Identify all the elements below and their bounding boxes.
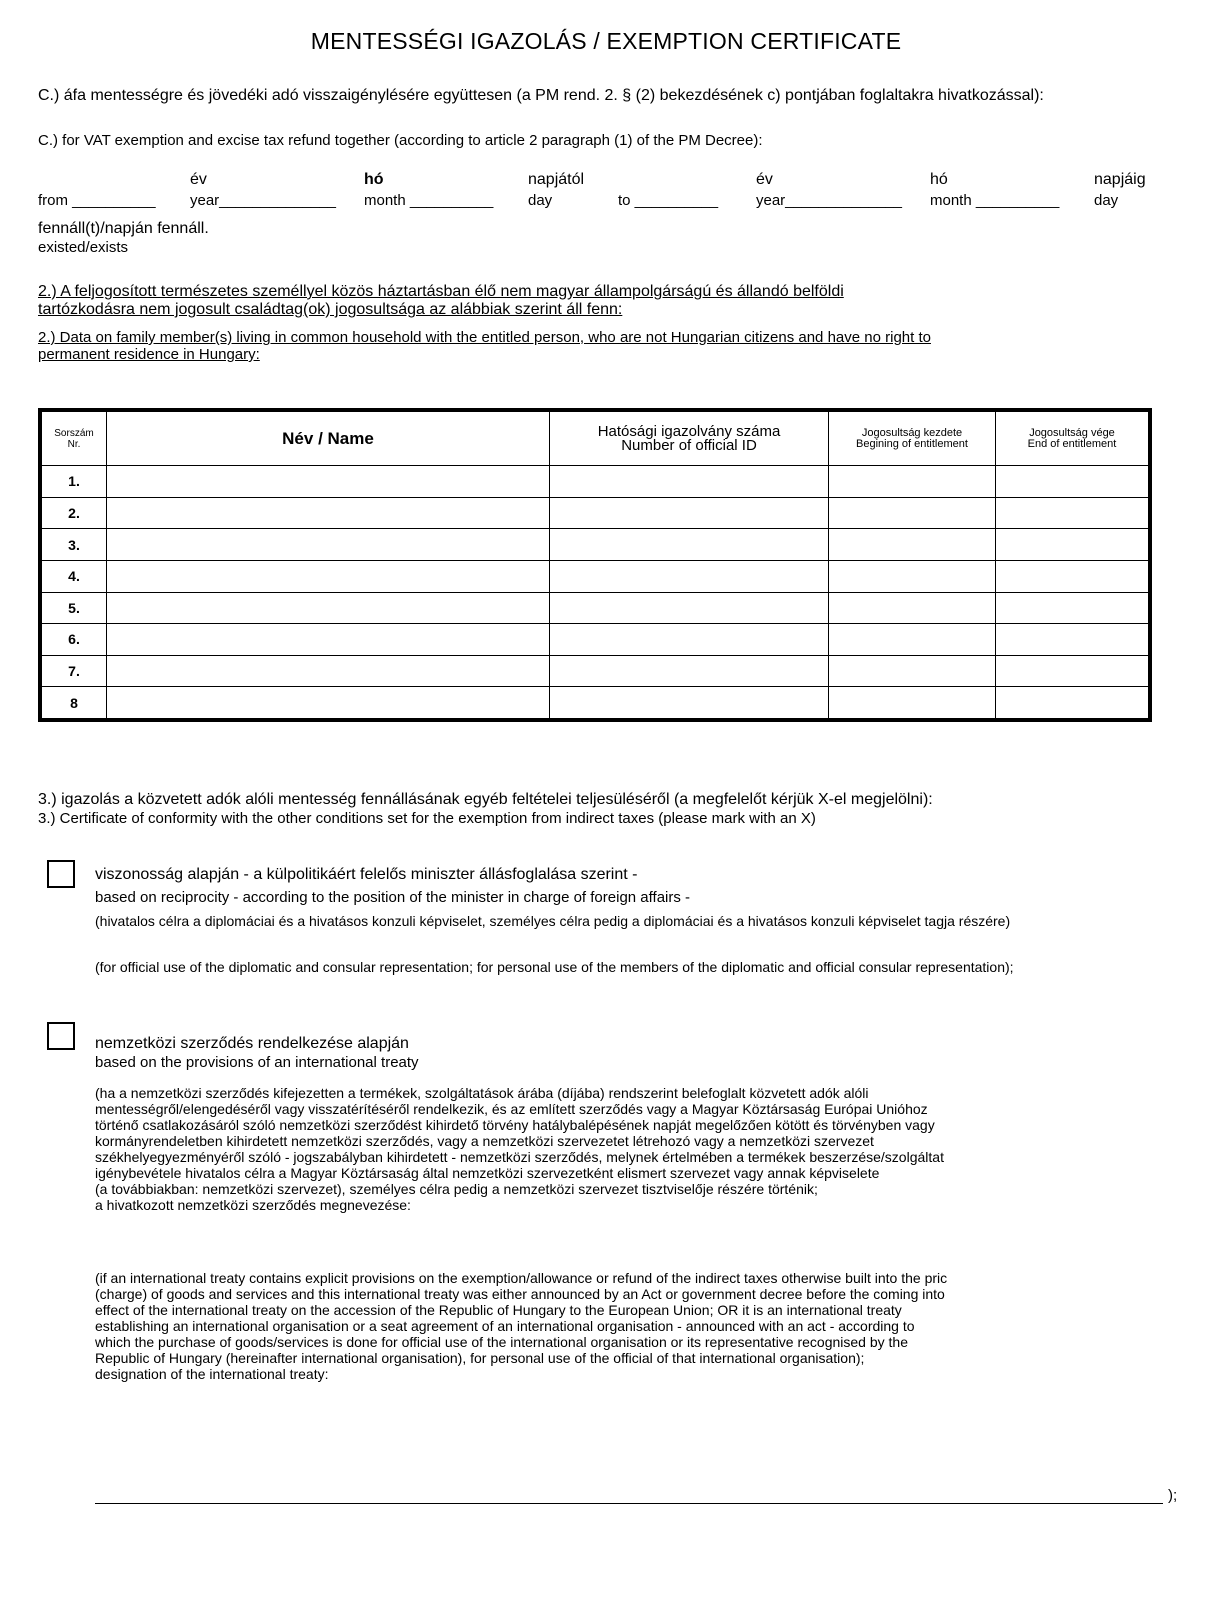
date-year-field-2: year______________: [756, 192, 902, 209]
date-label-napjatol: napjától: [528, 171, 585, 188]
official-id-cell[interactable]: [550, 529, 829, 561]
date-to-field: to __________: [618, 192, 719, 209]
closing-paren: );: [1168, 1487, 1178, 1504]
row-number: 5.: [42, 592, 107, 624]
exists-hu: fennáll(t)/napján fennáll.: [38, 220, 209, 237]
end-cell[interactable]: [996, 529, 1149, 561]
table-row: [42, 466, 1149, 498]
header-name: [107, 412, 550, 466]
option-2-para-hu-line: (ha a nemzetközi szerződés kifejezetten a termékek, szolgáltatások árába (díjába) rendszerint belefoglalt közvetett adók alóli: [95, 1085, 869, 1101]
header-begin-en: Begining of entitlement: [856, 437, 968, 450]
header-nr-en: Nr.: [67, 438, 81, 450]
begin-cell[interactable]: [829, 687, 996, 719]
row-number: 2.: [42, 497, 107, 529]
date-label-napjaig: napjáig: [1094, 171, 1146, 188]
header-end-hu: Jogosultság vége: [1029, 426, 1115, 439]
name-cell[interactable]: [107, 529, 550, 561]
header-id-hu: Hatósági igazolvány száma: [597, 422, 781, 440]
option-2-para-hu-line: a hivatkozott nemzetközi szerződés megnevezése:: [95, 1197, 411, 1213]
option-2-para-en-line: (charge) of goods and services and this international treaty was either announced by an Act or government decree before the coming into: [95, 1286, 945, 1302]
option-2-para-hu-line: kormányrendeletben kihirdetett nemzetközi szerződés, vagy a nemzetközi szervezetet létrehozó vagy a nemzetközi szervezet: [95, 1133, 874, 1149]
header-name-label: Név / Name: [282, 428, 374, 448]
begin-cell[interactable]: [829, 497, 996, 529]
exists-en: existed/exists: [38, 239, 129, 256]
option-2-para-en-line: effect of the international treaty on the accession of the Republic of Hungary to the European Union; OR it is an international treaty: [95, 1302, 902, 1318]
official-id-cell[interactable]: [550, 687, 829, 719]
end-cell[interactable]: [996, 624, 1149, 656]
section-c-hu: C.) áfa mentességre és jövedéki adó visszaigénylésére együttesen (a PM rend. 2. § (2) bekezdésének c) pontjában foglaltakra hivatkozással):: [38, 87, 1044, 104]
section-2-en-line1: 2.) Data on family member(s) living in common household with the entitled person, who are not Hungarian citizens and have no right to: [38, 329, 931, 346]
header-begin-hu: Jogosultság kezdete: [861, 426, 963, 439]
date-from-field: from __________: [38, 192, 156, 209]
page-title: MENTESSÉGI IGAZOLÁS / EXEMPTION CERTIFICATE: [310, 28, 902, 54]
treaty-designation-line[interactable]: [95, 1503, 1163, 1504]
name-cell[interactable]: [107, 655, 550, 687]
option-1-note-en: (for official use of the diplomatic and consular representation; for personal use of the members of the diplomatic and official consular representation);: [95, 959, 1014, 975]
table-row: [42, 624, 1149, 656]
date-month-field-2: month __________: [930, 192, 1060, 209]
begin-cell[interactable]: [829, 655, 996, 687]
option-2-para-en-line: designation of the international treaty:: [95, 1366, 329, 1382]
row-number: 7.: [42, 655, 107, 687]
section-3-hu: 3.) igazolás a közvetett adók alóli mentesség fennállásának egyéb feltételei teljesüléséről (a megfelelőt kérjük X-el megjelölni):: [38, 791, 933, 808]
option-2-para-hu-line: történő csatlakozásáról szóló nemzetközi szerződést kihirdető törvény hatálybalépésének napját megelőzően kötött és törvényben vagy: [95, 1117, 935, 1133]
table-row: [42, 592, 1149, 624]
begin-cell[interactable]: [829, 560, 996, 592]
official-id-cell[interactable]: [550, 497, 829, 529]
international-treaty-checkbox[interactable]: [47, 1022, 75, 1050]
row-number: 1.: [42, 466, 107, 498]
header-end: [996, 412, 1149, 466]
official-id-cell[interactable]: [550, 466, 829, 498]
name-cell[interactable]: [107, 497, 550, 529]
end-cell[interactable]: [996, 497, 1149, 529]
begin-cell[interactable]: [829, 624, 996, 656]
official-id-cell[interactable]: [550, 624, 829, 656]
official-id-cell[interactable]: [550, 592, 829, 624]
table-row: [42, 687, 1149, 719]
section-2-en-line2: permanent residence in Hungary:: [38, 346, 260, 363]
official-id-cell[interactable]: [550, 560, 829, 592]
table-row: [42, 497, 1149, 529]
name-cell[interactable]: [107, 560, 550, 592]
option-1-hu: viszonosság alapján - a külpolitikáért felelős miniszter állásfoglalása szerint -: [95, 866, 638, 883]
end-cell[interactable]: [996, 466, 1149, 498]
name-cell[interactable]: [107, 687, 550, 719]
section-c-en: C.) for VAT exemption and excise tax refund together (according to article 2 paragraph (1) of the PM Decree):: [38, 132, 763, 149]
option-2-para-hu-line: igénybevétele hivatalos célra a Magyar Köztársaság által nemzetközi szervezetként elismert szervezet vagy annak képviselete: [95, 1165, 880, 1181]
begin-cell[interactable]: [829, 466, 996, 498]
date-day-label-2: day: [1094, 192, 1119, 209]
reciprocity-checkbox[interactable]: [47, 860, 75, 888]
family-members-table: [38, 408, 1152, 722]
header-id-en: Number of official ID: [621, 436, 757, 454]
table-row: [42, 560, 1149, 592]
name-cell[interactable]: [107, 592, 550, 624]
row-number: 8: [42, 687, 107, 719]
end-cell[interactable]: [996, 592, 1149, 624]
date-label-ev-2: év: [756, 171, 773, 188]
date-month-field-1: month __________: [364, 192, 494, 209]
option-2-en: based on the provisions of an international treaty: [95, 1054, 419, 1071]
header-end-en: End of entitlement: [1027, 437, 1117, 450]
header-official-id: [550, 412, 829, 466]
date-year-field-1: year______________: [190, 192, 336, 209]
option-2-para-en-line: (if an international treaty contains explicit provisions on the exemption/allowance or refund of the indirect taxes otherwise built into the pric: [95, 1270, 948, 1286]
begin-cell[interactable]: [829, 529, 996, 561]
header-begin: [829, 412, 996, 466]
date-label-ev-1: év: [190, 171, 207, 188]
option-2-para-en-line: establishing an international organisation or a seat agreement of an international organisation - announced with an act - according to: [95, 1318, 915, 1334]
end-cell[interactable]: [996, 560, 1149, 592]
header-nr-hu: Sorszám: [54, 427, 94, 439]
official-id-cell[interactable]: [550, 655, 829, 687]
header-nr: [42, 412, 107, 466]
option-2-para-hu-line: mentességről/elengedéséről vagy visszatérítéséről rendelkezik, és az említett szerződés vagy a Magyar Köztársaság Európai Unióhoz: [95, 1101, 928, 1117]
option-1-note-hu: (hivatalos célra a diplomáciai és a hivatásos konzuli képviselet, személyes célra pedig a diplomáciai és a hivatásos konzuli képviselet tagja részére): [95, 913, 1011, 929]
option-1-en: based on reciprocity - according to the position of the minister in charge of foreign affairs -: [95, 889, 691, 906]
section-2-hu-line1: 2.) A feljogosított természetes személlyel közös háztartásban élő nem magyar állampolgárságú és állandó belföldi: [38, 283, 844, 300]
name-cell[interactable]: [107, 624, 550, 656]
table-header-row: [42, 412, 1149, 466]
date-label-ho-1: hó: [364, 171, 384, 188]
begin-cell[interactable]: [829, 592, 996, 624]
option-2-hu: nemzetközi szerződés rendelkezése alapján: [95, 1035, 409, 1052]
row-number: 6.: [42, 624, 107, 656]
table-row: [42, 529, 1149, 561]
row-number: 3.: [42, 529, 107, 561]
row-number: 4.: [42, 560, 107, 592]
option-2-para-hu-line: székhelyegyezményéről szóló - jogszabályban kihirdetett - nemzetközi szerződés, melynek értelmében a termékek beszerzése/szolgáltat: [95, 1149, 944, 1165]
option-2-para-en-line: which the purchase of goods/services is done for official use of the international organisation or its representative recognised by the: [95, 1334, 908, 1350]
name-cell[interactable]: [107, 466, 550, 498]
date-label-ho-2: hó: [930, 171, 948, 188]
section-3-en: 3.) Certificate of conformity with the other conditions set for the exemption from indirect taxes (please mark with an X): [38, 810, 816, 827]
end-cell[interactable]: [996, 687, 1149, 719]
end-cell[interactable]: [996, 655, 1149, 687]
option-2-para-en-line: Republic of Hungary (hereinafter international organisation), for personal use of the official of that international organisation);: [95, 1350, 865, 1366]
section-2-hu-line2: tartózkodásra nem jogosult családtag(ok) jogosultsága az alábbiak szerint áll fenn:: [38, 301, 623, 318]
date-day-label-1: day: [528, 192, 553, 209]
option-2-para-hu-line: (a továbbiakban: nemzetközi szervezet), személyes célra pedig a nemzetközi szervezet tisztviselője részére történik;: [95, 1181, 818, 1197]
table-row: [42, 655, 1149, 687]
